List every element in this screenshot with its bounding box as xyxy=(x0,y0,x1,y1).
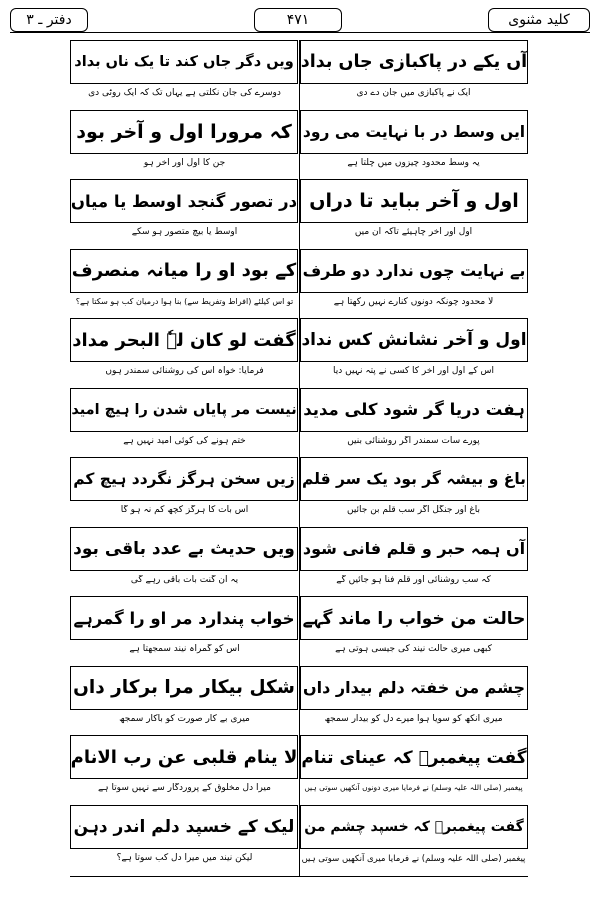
page-number: ۴۷۱ xyxy=(254,8,342,32)
couplet-row xyxy=(70,527,528,597)
right-translation: کہ سب روشنائی اور قلم فنا ہو جائیں گے xyxy=(336,574,491,585)
left-verse: کہ مرورا اول و آخر بود xyxy=(70,110,298,154)
bottom-divider xyxy=(70,876,528,877)
right-translation: اول اور آخر چاہیئے تاکہ ان میں xyxy=(354,227,473,237)
left-translation: اوسط یا بیچ متصور ہو سکے xyxy=(131,227,238,237)
left-verse: کے بود او را میانہ منصرف xyxy=(70,249,298,293)
right-verse: چشم من خفتہ دلم بیدار داں xyxy=(300,666,528,710)
couplet-table xyxy=(70,40,528,876)
right-translation: پیغمبر (صلی اللہ علیہ وسلم) نے فرمایا میری آنکھیں سوتی ہیں xyxy=(301,853,526,864)
left-verse: در تصور گنجد اوسط یا میاں xyxy=(70,179,298,223)
right-verse: آں یکے در پاکبازی جاں بداد xyxy=(300,40,528,84)
volume-label: دفتر ـ ۳ xyxy=(10,8,88,32)
right-verse: ہفت دریا گر شود کلی مدید xyxy=(300,388,528,432)
left-translation: اس کو گمراہ نیند سمجھتا ہے xyxy=(129,644,240,654)
couplet-row xyxy=(70,179,528,249)
left-translation: ختم ہونے کی کوئی امید نہیں ہے xyxy=(123,435,246,446)
left-translation: لیکن نیند میں میرا دل کب سوتا ہے؟ xyxy=(116,852,253,863)
left-verse: لیک کے خسپد دلم اندر دہن xyxy=(70,805,298,849)
right-verse: بے نہایت چوں ندارد دو طرف xyxy=(300,249,528,293)
right-verse: آں ہمہ حبر و قلم فانی شود xyxy=(300,527,528,571)
left-verse: ویں دگر جاں کند تا یک ناں بداد xyxy=(70,40,298,84)
couplet-row xyxy=(70,596,528,666)
left-verse: لا ینام قلبی عن رب الانام xyxy=(70,735,298,779)
left-translation: دوسرے کی جان نکلتی ہے یہاں تک کہ ایک روٹی دی xyxy=(88,88,281,98)
left-verse: ویں حدیث بے عدد باقی بود xyxy=(70,527,298,571)
right-translation: لا محدود چونکہ دونوں کنارے نہیں رکھتا ہے xyxy=(333,296,494,307)
couplet-row xyxy=(70,249,528,319)
left-translation: تو اس کیلئے (افراط وتفریط سے) بنا ہوا درمیان کب ہو سکتا ہے؟ xyxy=(75,296,294,306)
book-title: کلید مثنوی xyxy=(488,8,590,32)
couplet-row xyxy=(70,318,528,388)
left-translation: یہ ان گنت بات باقی رہے گی xyxy=(130,574,239,585)
couplet-row xyxy=(70,40,528,110)
couplet-row xyxy=(70,457,528,527)
right-translation: اس کے اول اور آخر کا کسی نے پتہ نہیں دیا xyxy=(333,366,494,376)
left-translation: میرا دل مخلوق کے پروردگار سے نہیں سوتا ہے xyxy=(98,783,271,793)
right-translation: ایک نے پاکبازی میں جان دے دی xyxy=(356,88,471,98)
right-verse: گفت پیغمبرؐ کہ خسپد چشم من xyxy=(300,805,528,849)
couplet-row xyxy=(70,805,528,875)
right-verse: اول و آخر بباید تا دراں xyxy=(300,179,528,223)
right-translation: میری آنکھ کو سویا ہوا میرے دل کو بیدار سمجھ xyxy=(324,713,503,724)
right-translation: پیغمبر (صلی اللہ علیہ وسلم) نے فرمایا میری دونوں آنکھیں سوتی ہیں xyxy=(304,783,523,792)
couplet-row xyxy=(70,388,528,458)
couplet-row xyxy=(70,735,528,805)
right-translation: پورے سات سمندر اگر روشنائی بنیں xyxy=(347,435,480,446)
left-verse: زیں سخن ہرگز نگردد ہیچ کم xyxy=(70,457,298,501)
left-verse: شکل بیکار مرا برکار داں xyxy=(70,666,298,710)
right-verse: ایں وسط در با نہایت می رود xyxy=(300,110,528,154)
left-verse: گفت لو کان لہٗ البحر مداد xyxy=(70,318,298,362)
right-verse: باغ و بیشہ گر بود یک سر قلم xyxy=(300,457,528,501)
right-translation: کبھی میری حالت نیند کی جیسی ہوتی ہے xyxy=(335,644,492,654)
right-verse: اول و آخر نشانش کس نداد xyxy=(300,318,528,362)
right-translation: یہ وسط محدود چیزوں میں چلتا ہے xyxy=(347,157,480,168)
left-translation: اس بات کا ہرگز کچھ کم نہ ہو گا xyxy=(120,505,249,515)
page-header xyxy=(0,0,600,40)
left-translation: جن کا اول اور آخر ہو xyxy=(143,157,226,168)
header-divider xyxy=(10,32,590,33)
couplet-row xyxy=(70,666,528,736)
right-translation: باغ اور جنگل اگر سب قلم بن جائیں xyxy=(346,505,481,515)
right-verse: حالت من خواب را ماند گہے xyxy=(300,596,528,640)
couplet-row xyxy=(70,110,528,180)
right-verse: گفت پیغمبرؐ کہ عینای تنام xyxy=(300,735,528,779)
left-translation: میری بے کار صورت کو باکار سمجھ xyxy=(119,713,250,724)
left-translation: فرمایا: خواہ اس کی روشنائی سمندر ہوں xyxy=(105,366,264,376)
left-verse: خواب پندارد مر او را گمرہے xyxy=(70,596,298,640)
left-verse: نیست مر پایاں شدن را ہیچ امید xyxy=(70,388,298,432)
